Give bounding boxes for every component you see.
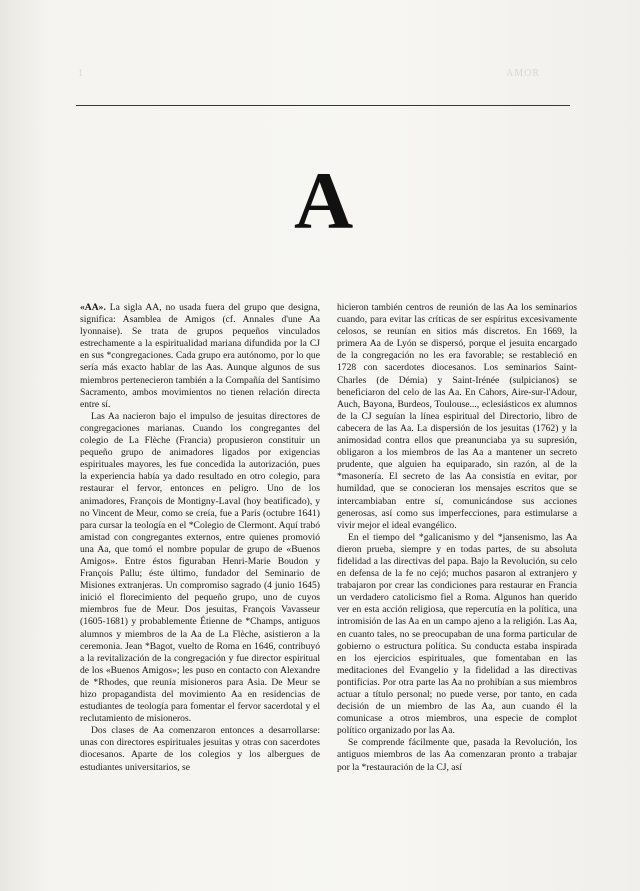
paragraph-text: La sigla AA, no usada fuera del grupo que designa, significa: Asamblea de Amigos (cf. Annales d'une Aa lyonnaise). Se trata de grupos pequeños vinculados estrechamente a la espiritualidad mariana difundida por la CJ en sus *congregaciones. Cada grupo era autónomo, por lo que sería más exacto hablar de las Aas. Aunque algunos de sus miembros pertenecieron también a la Compañía del Santísimo Sacramento, ambos movimientos no tienen relación directa entre sí. <box>80 302 320 410</box>
entry-paragraph: En el tiempo del *galicanismo y del *jansenismo, las Aa dieron prueba, siempre y en todas partes, de su absoluta fidelidad a las directivas del papa. Bajo la Revolución, su celo en defensa de la fe no cejó; muchos pasaron al extranjero y trabajaron por crear las condiciones para restaurar en Francia un verdadero catolicismo fiel a Roma. Algunos han querido ver en esta acción religiosa, que repercutía en la política, una intromisión de las Aa en un campo ajeno a la religión. Las Aa, en cuanto tales, no se preocupaban de una forma particular de gobierno o estructura política. Su conducta estaba inspirada en los ejercicios espirituales, que fomentaban en las meditaciones del Evangelio y la fidelidad a las directivas pontificias. Por otra parte las Aa no prohibían a sus miembros actuar a título personal; no puede verse, por tanto, en cada decisión de un miembro de las Aa, aun cuando él la comunicase a otros miembros, una especie de complot político organizado por las Aa. <box>337 531 577 737</box>
entry-paragraph: Se comprende fácilmente que, pasada la Revolución, los antiguos miembros de las Aa comenzaran pronto a trabajar por la *restauración de la CJ, así <box>337 737 577 773</box>
running-head-word: AMOR <box>505 68 540 79</box>
headword: «AA». <box>80 302 106 313</box>
left-column <box>80 302 320 774</box>
header-rule <box>76 105 570 106</box>
page-number: 1 <box>78 68 84 79</box>
entry-paragraph <box>80 302 320 411</box>
section-letter: A <box>294 155 354 246</box>
entry-paragraph: Dos clases de Aa comenzaron entonces a desarrollarse: unas con directores espirituales jesuitas y otras con sacerdotes diocesanos. Aparte de los colegios y los albergues de estudiantes universitarios, se <box>80 725 320 773</box>
entry-paragraph: hicieron también centros de reunión de las Aa los seminarios cuando, para evitar las críticas de ser espíritus excesivamente celosos, se reunían en sitios más discretos. En 1669, la primera Aa de Lyón se dispersó, porque el jesuita encargado de la congregación no les era favorable; se restableció en 1728 con sacerdotes diocesanos. Los seminarios Saint-Charles (de Démia) y Saint-Irénée (sulpicianos) se beneficiaron del celo de las Aa. En Cahors, Aire-sur-l'Adour, Auch, Bayona, Burdeos, Toulouse..., eclesiásticos ex alumnos de la CJ seguían la línea espiritual del Directorio, libro de cabecera de las Aa. La dispersión de los jesuitas (1762) y la animosidad contra ellos que preanunciaba ya su supresión, obligaron a los miembros de las Aa a mantener un secreto prudente, que alguien ha equiparado, sin razón, al de la *masonería. El secreto de las Aa consistía en evitar, por humildad, que se conocieran los mensajes escritos que se intercambiaban entre sí, comunicándose sus acciones generosas, así como sus imperfecciones, para estimularse a vivir mejor el ideal evangélico. <box>337 302 577 531</box>
entry-paragraph: Las Aa nacieron bajo el impulso de jesuitas directores de congregaciones marianas. Cuando los congregantes del colegio de La Flèche (Francia) propusieron constituir un pequeño grupo de animadores ligados por exigencias espirituales mayores, les fue concedida la autorización, pues la experiencia había ya dado resultado en otro colegio, para restaurar el fervor, entonces en peligro. Uno de los animadores, François de Montigny-Laval (hoy beatificado), y no Vincent de Meur, como se creía, fue a París (octubre 1641) para cursar la teología en el *Colegio de Clermont. Aquí trabó amistad con congregantes externos, entre quienes promovió una Aa, que tomó el nombre popular de grupo de «Buenos Amigos». Entre éstos figuraban Henri-Marie Boudon y François Pallu; éste último, fundador del Seminario de Misiones extranjeras. Un compromiso sagrado (4 junio 1645) inició el florecimiento del pequeño grupo, uno de cuyos miembros fue de Meur. Dos jesuitas, François Vavasseur (1605-1681) y probablemente Étienne de *Champs, antiguos alumnos y miembros de la Aa de La Flèche, asistieron a la ceremonia. Jean *Bagot, vuelto de Roma en 1646, contribuyó a la revitalización de la congregación y fue director espiritual de los «Buenos Amigos»; les puso en contacto con Alexandre de *Rhodes, que reunía misioneros para Asia. De Meur se hizo propagandista del movimiento Aa en residencias de estudiantes de teología para fomentar el fervor sacerdotal y el reclutamiento de misioneros. <box>80 410 320 725</box>
right-column <box>337 302 577 774</box>
